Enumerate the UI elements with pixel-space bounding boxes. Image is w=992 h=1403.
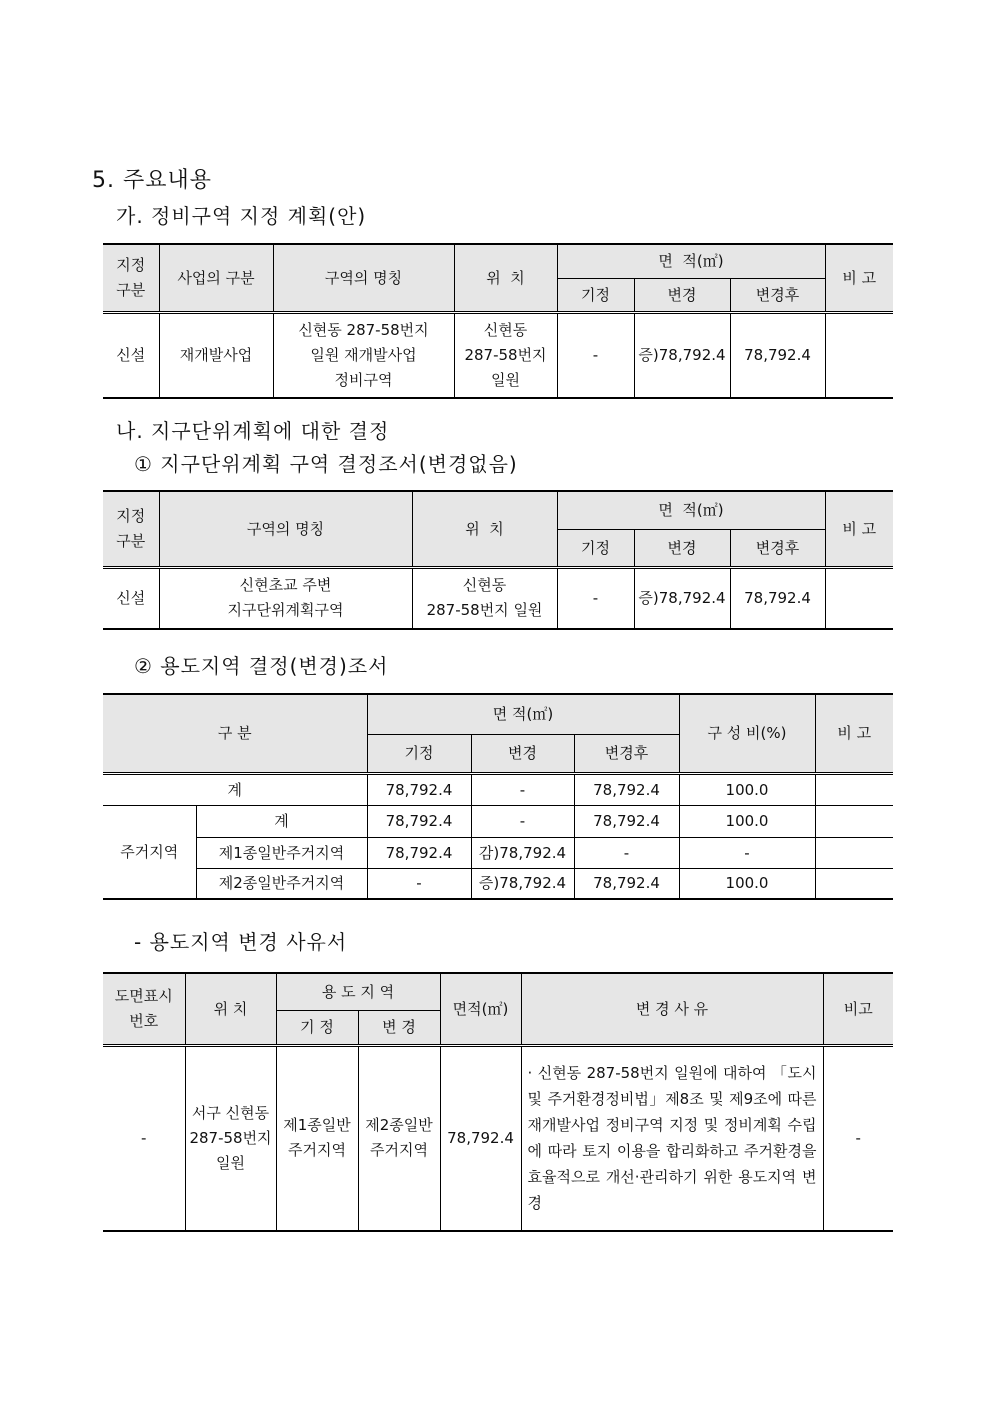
header-change: 변경: [471, 734, 574, 773]
header-ratio: 구 성 비(%): [679, 694, 815, 773]
district-plan-table: [103, 490, 893, 630]
cell-type: 신설: [103, 312, 159, 398]
row-note: [815, 837, 893, 868]
header-category: 구 분: [103, 694, 367, 773]
header-note: 비고: [823, 973, 893, 1045]
cell-name: 신현동 287-58번지 일원 재개발사업 정비구역: [273, 312, 454, 398]
row-note: [815, 805, 893, 837]
row-existing: 78,792.4: [367, 837, 471, 868]
group-label: 주거지역: [103, 805, 196, 899]
cell-location: 신현동 287-58번지 일원: [454, 312, 557, 398]
header-change: 변경: [634, 529, 730, 567]
header-existing: 기정: [557, 529, 634, 567]
header-name: 구역의 명칭: [273, 244, 454, 312]
total-ratio: 100.0: [679, 773, 815, 805]
cell-change: 제2종일반 주거지역: [358, 1045, 440, 1231]
header-note: 비 고: [815, 694, 893, 773]
header-location: 위 치: [185, 973, 276, 1045]
section-heading: 5. 주요내용: [92, 168, 212, 193]
cell-location: 서구 신현동 287-58번지 일원: [185, 1045, 276, 1231]
total-existing: 78,792.4: [367, 773, 471, 805]
cell-reason: · 신현동 287-58번지 일원에 대하여 「도시 및 주거환경정비법」제8조 및 제9조에 따른 재개발사업 정비구역 지정 및 정비계획 수립에 따라 토지 이용을 합리화하고 주거환경을 효율적으로 개선·관리하기 위한 용도지역 변경: [521, 1045, 823, 1231]
row-change: -: [471, 805, 574, 837]
header-zone: 용 도 지 역: [276, 973, 440, 1010]
cell-business: 재개발사업: [159, 312, 273, 398]
cell-area: 78,792.4: [440, 1045, 521, 1231]
row-label: 제2종일반주거지역: [196, 868, 367, 899]
total-after: 78,792.4: [574, 773, 679, 805]
header-area: 면적(㎡): [440, 973, 521, 1045]
row-ratio: 100.0: [679, 805, 815, 837]
header-change: 변경: [634, 278, 730, 312]
header-reason: 변 경 사 유: [521, 973, 823, 1045]
header-business: 사업의 구분: [159, 244, 273, 312]
header-existing: 기정: [557, 278, 634, 312]
cell-change: 증)78,792.4: [634, 312, 730, 398]
header-location: 위 치: [454, 244, 557, 312]
row-after: -: [574, 837, 679, 868]
cell-note: [825, 312, 893, 398]
cell-existing: 제1종일반 주거지역: [276, 1045, 358, 1231]
header-after: 변경후: [730, 529, 825, 567]
cell-after: 78,792.4: [730, 567, 825, 629]
header-after: 변경후: [730, 278, 825, 312]
header-existing: 기 정: [276, 1010, 358, 1045]
cell-change: 증)78,792.4: [634, 567, 730, 629]
row-ratio: -: [679, 837, 815, 868]
cell-after: 78,792.4: [730, 312, 825, 398]
row-ratio: 100.0: [679, 868, 815, 899]
cell-existing: -: [557, 567, 634, 629]
cell-note: [825, 567, 893, 629]
section-a-title: 가. 정비구역 지정 계획(안): [116, 204, 367, 228]
cell-existing: -: [557, 312, 634, 398]
section-b-title: 나. 지구단위계획에 대한 결정: [116, 419, 390, 443]
cell-type: 신설: [103, 567, 159, 629]
header-area: 면 적(㎡): [367, 694, 679, 734]
row-existing: -: [367, 868, 471, 899]
row-label: 제1종일반주거지역: [196, 837, 367, 868]
cell-note: -: [823, 1045, 893, 1231]
sub1-title: ① 지구단위계획 구역 결정조서(변경없음): [134, 452, 518, 476]
cell-location: 신현동 287-58번지 일원: [412, 567, 557, 629]
row-label: 계: [196, 805, 367, 837]
header-after: 변경후: [574, 734, 679, 773]
row-note: [815, 868, 893, 899]
header-existing: 기정: [367, 734, 471, 773]
header-area: 면 적(㎡): [557, 491, 825, 529]
row-after: 78,792.4: [574, 805, 679, 837]
header-number: 도면표시 번호: [103, 973, 185, 1045]
header-name: 구역의 명칭: [159, 491, 412, 567]
designation-plan-table: [103, 243, 893, 399]
total-change: -: [471, 773, 574, 805]
cell-number: -: [103, 1045, 185, 1231]
header-type: 지정 구분: [103, 244, 159, 312]
cell-name: 신현초교 주변 지구단위계획구역: [159, 567, 412, 629]
sub2-title: ② 용도지역 결정(변경)조서: [134, 654, 389, 678]
header-note: 비 고: [825, 244, 893, 312]
header-area: 면 적(㎡): [557, 244, 825, 278]
row-after: 78,792.4: [574, 868, 679, 899]
header-type: 지정 구분: [103, 491, 159, 567]
row-change: 증)78,792.4: [471, 868, 574, 899]
change-reason-table: [103, 972, 893, 1232]
row-existing: 78,792.4: [367, 805, 471, 837]
header-change: 변 경: [358, 1010, 440, 1045]
total-label: 계: [103, 773, 367, 805]
header-note: 비 고: [825, 491, 893, 567]
use-zone-table: [103, 693, 893, 900]
header-location: 위 치: [412, 491, 557, 567]
reason-title: - 용도지역 변경 사유서: [134, 930, 348, 954]
total-note: [815, 773, 893, 805]
row-change: 감)78,792.4: [471, 837, 574, 868]
